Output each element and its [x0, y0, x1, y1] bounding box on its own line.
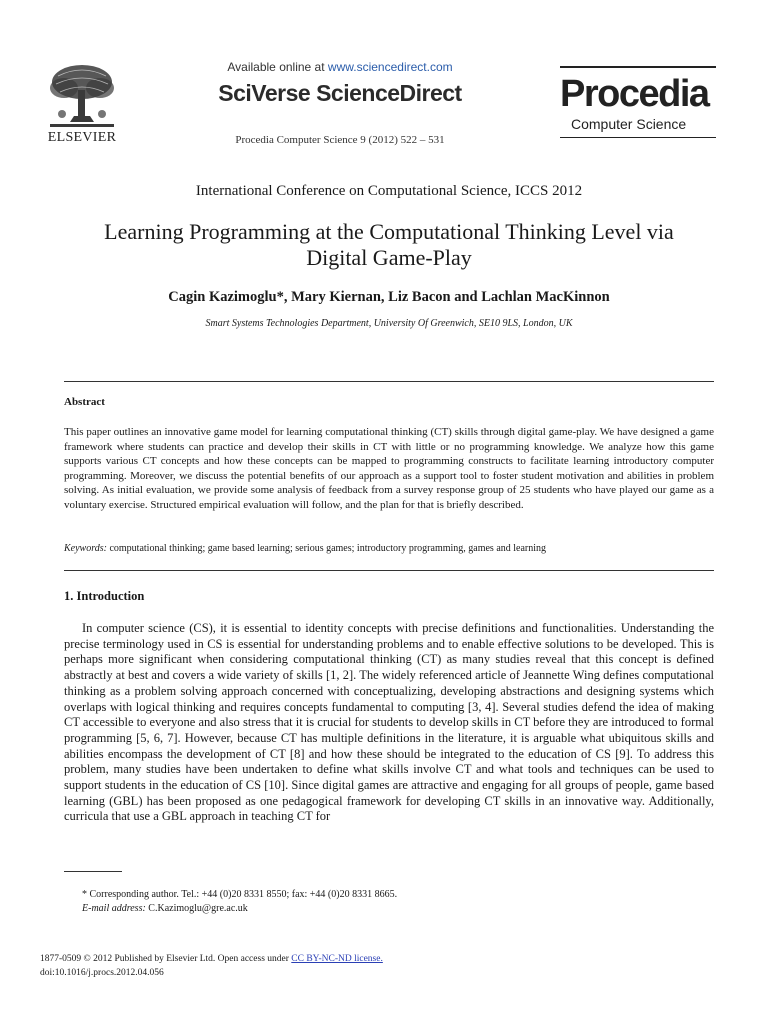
- abstract-top-rule: [64, 381, 714, 382]
- availability-prefix: Available online at: [227, 60, 328, 74]
- keywords-label: Keywords:: [64, 543, 107, 554]
- procedia-top-rule: [560, 66, 716, 68]
- sciverse-sciencedirect-logo: SciVerse ScienceDirect: [218, 80, 462, 106]
- corresponding-author-footnote: * Corresponding author. Tel.: +44 (0)20 8331 8550; fax: +44 (0)20 8331 8665.: [82, 889, 398, 900]
- copyright-line: [40, 954, 383, 964]
- email-address[interactable]: C.Kazimoglu@gre.ac.uk: [145, 903, 248, 914]
- procedia-logo: Procedia: [560, 73, 709, 115]
- elsevier-tree-logo: [40, 62, 124, 132]
- email-label: E-mail address:: [82, 903, 146, 914]
- keywords-list: computational thinking; game based learning; serious games; introductory programming, games and learning: [106, 543, 547, 554]
- keywords-line: [64, 543, 714, 554]
- introduction-text: In computer science (CS), it is essential to identity concepts with precise definitions and functionalities. Understanding the precise terminology used in CS is essential for understanding problems and to enable effective solutions to be developed. This is perhaps more significant when considering computational thinking (CT) as many studies reveal that this concept is defined abstractly at best and covers a wide variety of skills [1, 2]. The widely referenced article of Jeannette Wing defines computational thinking as a problem solving approach concerned with conceptualizing, developing abstractions and designing systems which overlaps with logical thinking and requires concepts fundamental to computing [3, 4]. Several studies defend the idea of making CT accessible to everyone and also stress that it is crucial for students to develop skills in CT before they are introduced to formal programming [5, 6, 7]. However, because CT has multiple definitions in the literature, it is arguable what ubiquitous skills and abilities encompass the development of CT [8] and how these should be integrated to the education of CS [9]. To address this problem, many studies have been undertaken to define what skills involve CT and what tools and techniques can be used to support students in the education of CS [10]. Since digital games are attractive and engaging for all groups of people, game based learning (GBL) has been proposed as one pedagogical framework for developing CT skills in an innovative way. Additionally, curricula that use a GBL approach in teaching CT for: [64, 621, 714, 824]
- abstract-heading: Abstract: [64, 396, 105, 408]
- section-heading-introduction: 1. Introduction: [64, 589, 145, 603]
- title-line-2: Digital Game-Play: [306, 245, 472, 270]
- paper-title: [40, 219, 738, 271]
- footnote-rule: [64, 871, 122, 872]
- author-list: Cagin Kazimoglu*, Mary Kiernan, Liz Bacon and Lachlan MacKinnon: [168, 289, 610, 305]
- abstract-text: This paper outlines an innovative game model for learning computational thinking (CT) skills through digital game-play. We have designed a game framework where students can practice and develop their skills in CT with little or no programming knowledge. We analyze how this game supports various CT concepts and how these concepts can be mapped to programming constructs to facilitate learning introductory computer programming. Moreover, we discuss the potential benefits of our approach as a support tool to foster student motivation and abilities in problem solving. As initial evaluation, we provide some analysis of feedback from a survey response group of 25 students who have played our game as a voluntary exercise. Structured empirical evaluation will follow, and the plan for that is briefly described.: [64, 426, 714, 511]
- license-link[interactable]: CC BY-NC-ND license.: [291, 954, 383, 964]
- journal-reference: Procedia Computer Science 9 (2012) 522 – 531: [235, 134, 445, 146]
- doi-line: doi:10.1016/j.procs.2012.04.056: [40, 968, 164, 978]
- affiliation: Smart Systems Technologies Department, University Of Greenwich, SE10 9LS, London, UK: [205, 318, 573, 329]
- email-footnote: [82, 903, 248, 914]
- introduction-paragraph: [64, 621, 714, 825]
- procedia-bottom-rule: [560, 137, 716, 138]
- abstract-bottom-rule: [64, 570, 714, 571]
- procedia-subtitle: Computer Science: [571, 116, 687, 132]
- title-line-1: Learning Programming at the Computational Thinking Level via: [104, 219, 674, 244]
- availability-line: [160, 60, 520, 74]
- copyright-text: 1877-0509 © 2012 Published by Elsevier Ltd. Open access under: [40, 954, 292, 964]
- elsevier-wordmark: ELSEVIER: [47, 130, 117, 145]
- sciencedirect-link[interactable]: www.sciencedirect.com: [327, 60, 453, 74]
- conference-name: International Conference on Computational Science, ICCS 2012: [195, 183, 583, 199]
